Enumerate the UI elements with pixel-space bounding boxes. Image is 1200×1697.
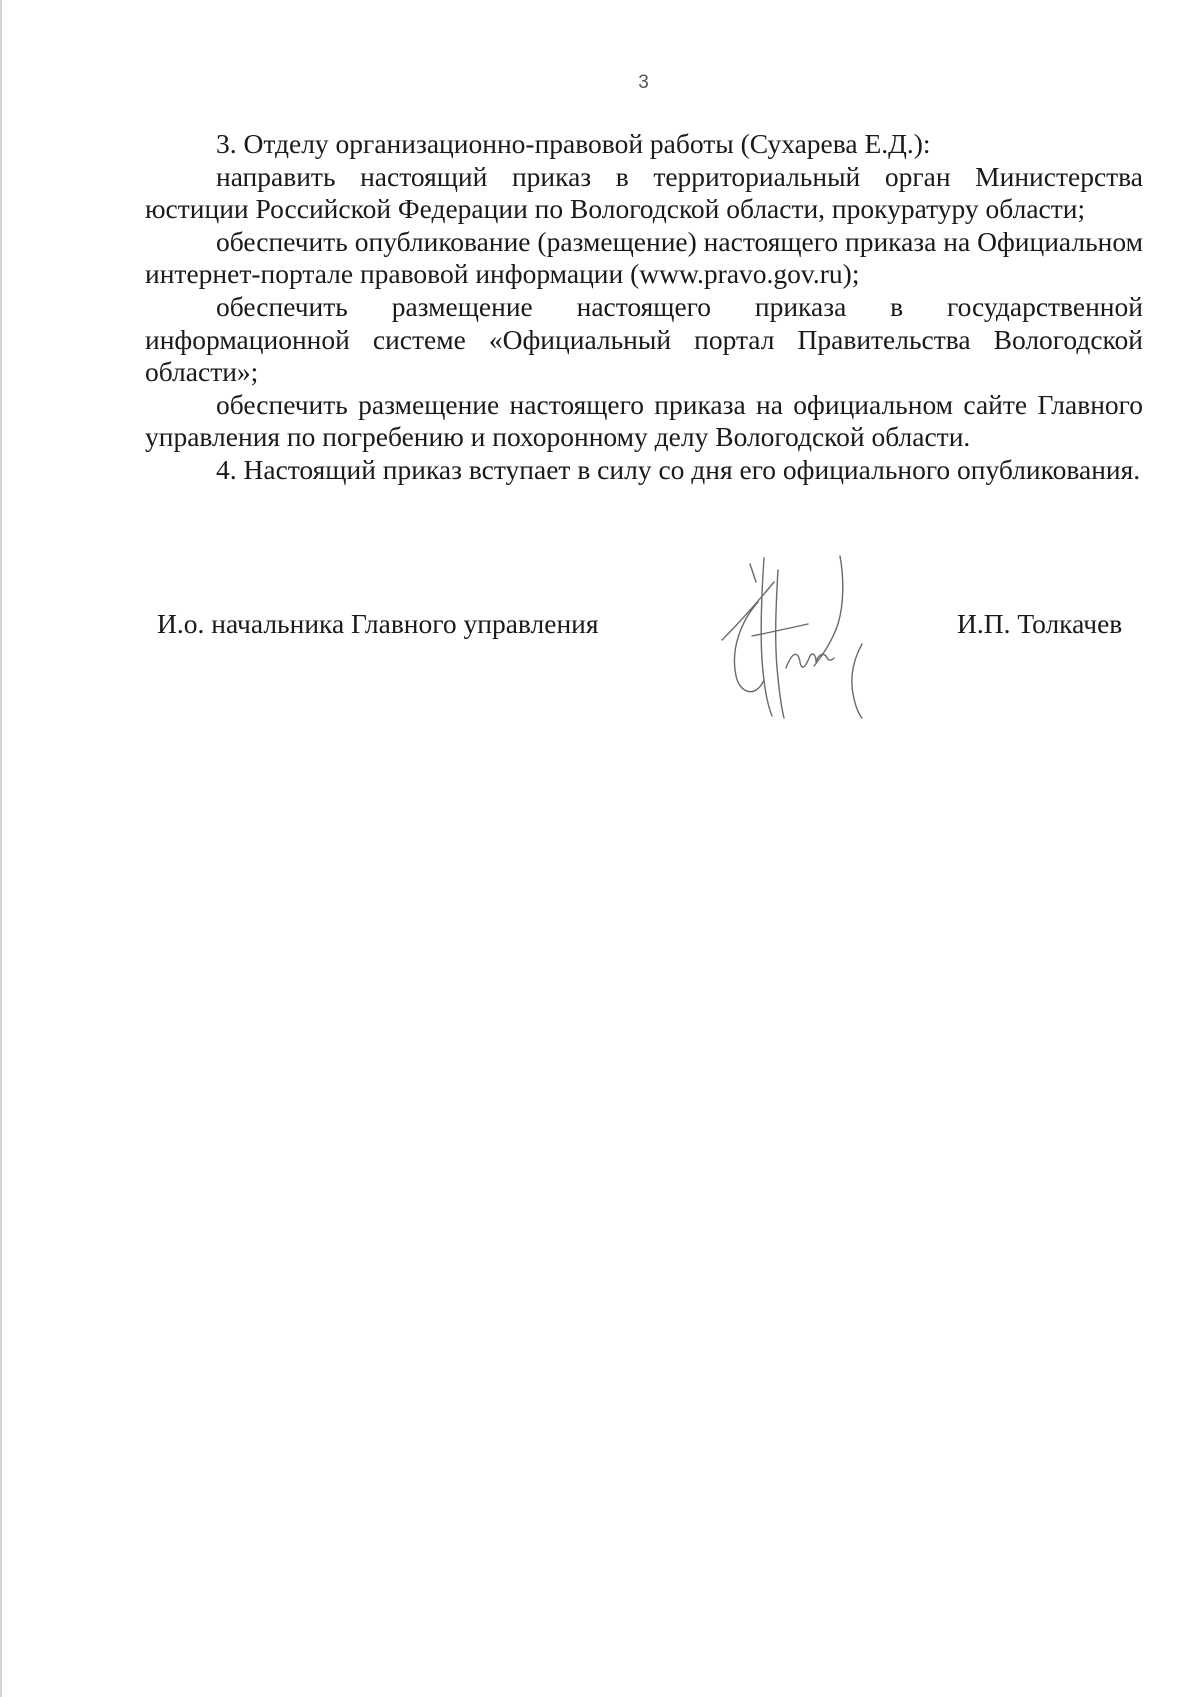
paragraph-publish-pravo: обеспечить опубликование (размещение) настоящего приказа на Официальном интернет-портале правовой информации (www.pravo.gov.ru); — [145, 225, 1143, 290]
page-number: 3 — [638, 72, 649, 93]
paragraph-send-order: направить настоящий приказ в территориальный орган Министерства юстиции Российской Федерации по Вологодской области, прокуратуру области; — [145, 160, 1143, 225]
paragraph-publish-gov-portal: обеспечить размещение настоящего приказа в государственной информационной системе «Официальный портал Правительства Вологодской области»; — [145, 290, 1143, 388]
document-body — [145, 128, 1143, 487]
paragraph-item-4: 4. Настоящий приказ вступает в силу со дня его официального опубликования. — [216, 453, 1141, 485]
paragraph-publish-site: обеспечить размещение настоящего приказа на официальном сайте Главного управления по погребению и похоронному делу Вологодской области. — [145, 388, 1143, 453]
signer-name: И.П. Толкачев — [957, 608, 1123, 639]
signer-position: И.о. начальника Главного управления — [157, 608, 599, 639]
signature-block — [0, 608, 1200, 648]
paragraph-item-3: 3. Отделу организационно-правовой работы (Сухарева Е.Д.): — [216, 128, 931, 159]
handwritten-signature-icon — [712, 548, 882, 723]
scan-edge — [0, 0, 2, 1697]
